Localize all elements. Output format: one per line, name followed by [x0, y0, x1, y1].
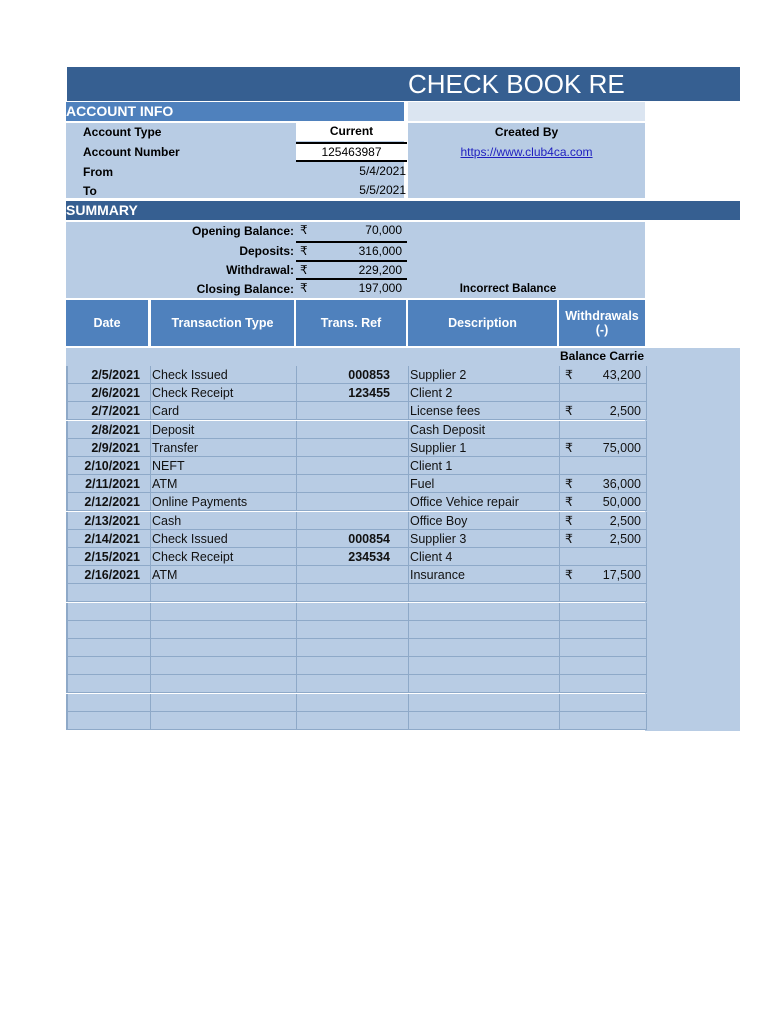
description-cell[interactable]: [409, 384, 560, 402]
type-cell[interactable]: [151, 566, 297, 584]
date-cell[interactable]: [67, 439, 151, 457]
description-cell[interactable]: [409, 366, 560, 384]
type-text: Cash: [152, 513, 182, 528]
type-text: Transfer: [152, 440, 199, 455]
date-text: 2/12/2021: [84, 495, 140, 510]
currency-symbol: ₹: [565, 513, 573, 528]
type-cell[interactable]: [151, 439, 297, 457]
type-text: NEFT: [152, 459, 185, 473]
type-cell[interactable]: [151, 384, 297, 402]
description-cell[interactable]: [409, 421, 560, 439]
withdrawal-amount: 50,000: [602, 495, 641, 510]
table-row[interactable]: [66, 675, 646, 693]
type-text: Check Issued: [152, 531, 228, 546]
withdrawal-cell[interactable]: [560, 657, 647, 675]
table-row[interactable]: [66, 657, 646, 675]
date-cell[interactable]: [67, 493, 151, 511]
description-text: Client 1: [410, 459, 453, 473]
deposits-value: 316,000: [358, 244, 402, 258]
withdrawal-amount: 43,200: [602, 368, 641, 382]
ref-cell[interactable]: [297, 657, 409, 675]
date-cell[interactable]: [67, 548, 151, 566]
withdrawal-cell[interactable]: [560, 366, 647, 384]
description-cell[interactable]: [409, 603, 560, 621]
date-text: 2/16/2021: [84, 568, 140, 583]
summary-heading: SUMMARY: [66, 201, 740, 220]
date-cell[interactable]: [67, 712, 151, 730]
col-header-date[interactable]: Date: [66, 300, 148, 346]
description-text: Office Boy: [410, 513, 468, 528]
type-cell[interactable]: [151, 675, 297, 693]
type-cell[interactable]: [151, 530, 297, 548]
description-cell[interactable]: [409, 584, 560, 602]
account-info-heading: ACCOUNT INFO: [66, 102, 404, 121]
ref-text: 000853: [348, 368, 390, 382]
ref-cell[interactable]: [297, 603, 409, 621]
description-text: Supplier 3: [410, 531, 467, 546]
to-value[interactable]: 5/5/2021: [359, 183, 406, 197]
type-cell[interactable]: [151, 548, 297, 566]
withdrawal-currency: ₹: [300, 263, 308, 277]
withdrawal-cell[interactable]: [560, 548, 647, 566]
withdrawal-cell[interactable]: [560, 475, 647, 493]
date-cell[interactable]: [67, 566, 151, 584]
date-text: 2/7/2021: [91, 404, 140, 419]
description-cell[interactable]: [409, 566, 560, 584]
withdrawal-cell[interactable]: [560, 694, 647, 712]
table-row[interactable]: [66, 384, 646, 402]
description-cell[interactable]: [409, 493, 560, 511]
created-by-label: Created By: [494, 125, 559, 139]
withdrawal-amount: 2,500: [609, 513, 641, 528]
account-type-value[interactable]: Current: [296, 123, 407, 141]
account-info-heading-right: [408, 102, 645, 121]
closing-balance-value: 197,000: [358, 281, 402, 295]
withdrawal-cell[interactable]: [560, 421, 647, 439]
withdrawal-cell[interactable]: [560, 639, 647, 657]
description-cell[interactable]: [409, 439, 560, 457]
ref-cell[interactable]: [297, 566, 409, 584]
type-cell[interactable]: [151, 712, 297, 730]
description-cell[interactable]: [409, 548, 560, 566]
date-cell[interactable]: [67, 639, 151, 657]
ref-cell[interactable]: [297, 421, 409, 439]
ref-cell[interactable]: [297, 639, 409, 657]
type-text: Check Receipt: [152, 550, 234, 564]
currency-symbol: ₹: [565, 368, 573, 382]
col-header-ref[interactable]: Trans. Ref: [296, 300, 406, 346]
closing-currency: ₹: [300, 281, 308, 295]
date-text: 2/5/2021: [91, 368, 140, 382]
table-row[interactable]: [66, 621, 646, 639]
withdrawal-cell[interactable]: [560, 603, 647, 621]
ref-cell[interactable]: [297, 530, 409, 548]
ref-cell[interactable]: [297, 402, 409, 420]
type-text: Deposit: [152, 422, 195, 437]
description-text: Supplier 1: [410, 440, 467, 455]
withdrawal-amount: 2,500: [609, 531, 641, 546]
account-type-label: Account Type: [83, 125, 162, 139]
balance-status: Incorrect Balance: [459, 283, 557, 295]
type-text: ATM: [152, 568, 178, 583]
deposits-underline: [296, 241, 407, 243]
description-cell[interactable]: [409, 639, 560, 657]
ref-cell[interactable]: [297, 621, 409, 639]
table-row[interactable]: [66, 639, 646, 657]
ref-cell[interactable]: [297, 675, 409, 693]
opening-currency: ₹: [300, 223, 308, 237]
date-cell[interactable]: [67, 621, 151, 639]
description-text: Client 2: [410, 386, 453, 401]
type-cell[interactable]: [151, 584, 297, 602]
withdrawal-cell[interactable]: [560, 439, 647, 457]
withdrawal-value: 229,200: [358, 263, 402, 277]
description-cell[interactable]: [409, 402, 560, 420]
withdrawal-amount: 2,500: [609, 404, 641, 419]
created-by-link[interactable]: https://www.club4ca.com: [460, 145, 593, 159]
carried-row: [66, 348, 645, 366]
ref-text: 123455: [348, 386, 390, 401]
description-text: Fuel: [410, 477, 435, 492]
table-row[interactable]: [66, 475, 646, 493]
date-cell[interactable]: [67, 675, 151, 693]
ref-cell[interactable]: [297, 475, 409, 493]
withdrawal-cell[interactable]: [560, 621, 647, 639]
ref-text: 234534: [348, 550, 390, 564]
withdrawal-cell[interactable]: [560, 530, 647, 548]
table-row[interactable]: [66, 512, 646, 530]
ref-cell[interactable]: [297, 366, 409, 384]
col-header-description[interactable]: Description: [408, 300, 557, 346]
withdrawal-amount: 36,000: [602, 477, 641, 492]
withdrawal-cell[interactable]: [560, 675, 647, 693]
description-text: Insurance: [410, 568, 465, 583]
type-text: Online Payments: [152, 495, 248, 510]
account-number-label: Account Number: [83, 145, 180, 159]
table-row[interactable]: [66, 493, 646, 511]
description-cell[interactable]: [409, 657, 560, 675]
ref-cell[interactable]: [297, 712, 409, 730]
description-cell[interactable]: [409, 475, 560, 493]
type-cell[interactable]: [151, 657, 297, 675]
type-cell[interactable]: [151, 639, 297, 657]
description-text: Cash Deposit: [410, 422, 486, 437]
opening-balance-value[interactable]: 70,000: [365, 223, 402, 237]
date-cell[interactable]: [67, 584, 151, 602]
type-text: Check Issued: [152, 368, 228, 382]
type-text: Check Receipt: [152, 386, 234, 401]
withdrawal-cell[interactable]: [560, 493, 647, 511]
withdrawal-cell[interactable]: [560, 712, 647, 730]
table-row[interactable]: [66, 694, 646, 712]
description-text: Supplier 2: [410, 368, 467, 382]
table-row[interactable]: [66, 421, 646, 439]
withdrawal-cell[interactable]: [560, 512, 647, 530]
currency-symbol: ₹: [565, 477, 573, 492]
ref-text: 000854: [348, 531, 390, 546]
withdrawal-cell[interactable]: [560, 584, 647, 602]
date-text: 2/14/2021: [84, 531, 140, 546]
table-row[interactable]: [66, 712, 646, 730]
currency-symbol: ₹: [565, 440, 573, 455]
date-cell[interactable]: [67, 384, 151, 402]
date-cell[interactable]: [67, 512, 151, 530]
date-text: 2/6/2021: [91, 386, 140, 401]
currency-symbol: ₹: [565, 495, 573, 510]
date-cell[interactable]: [67, 457, 151, 475]
to-label: To: [83, 184, 97, 198]
deposits-underline-2: [296, 260, 407, 262]
withdrawal-underline: [296, 278, 407, 280]
type-text: ATM: [152, 477, 178, 492]
table-row[interactable]: [66, 366, 646, 384]
date-text: 2/9/2021: [91, 440, 140, 455]
ref-cell[interactable]: [297, 548, 409, 566]
col-header-type[interactable]: Transaction Type: [151, 300, 294, 346]
date-cell[interactable]: [67, 366, 151, 384]
description-cell[interactable]: [409, 712, 560, 730]
withdrawal-amount: 17,500: [602, 568, 641, 583]
type-cell[interactable]: [151, 366, 297, 384]
table-row[interactable]: [66, 603, 646, 621]
ref-cell[interactable]: [297, 694, 409, 712]
date-text: 2/15/2021: [84, 550, 140, 564]
description-cell[interactable]: [409, 530, 560, 548]
ref-cell[interactable]: [297, 512, 409, 530]
ref-cell[interactable]: [297, 384, 409, 402]
type-cell[interactable]: [151, 493, 297, 511]
table-row[interactable]: [66, 548, 646, 566]
type-cell[interactable]: [151, 603, 297, 621]
account-number-value[interactable]: 125463987: [296, 142, 407, 162]
type-cell[interactable]: [151, 694, 297, 712]
ref-cell[interactable]: [297, 439, 409, 457]
date-cell[interactable]: [67, 402, 151, 420]
type-cell[interactable]: [151, 475, 297, 493]
type-text: Card: [152, 404, 180, 419]
opening-balance-label: Opening Balance:: [191, 224, 294, 238]
description-cell[interactable]: [409, 457, 560, 475]
deposits-label: Deposits:: [239, 244, 294, 258]
from-value[interactable]: 5/4/2021: [359, 164, 406, 178]
description-text: License fees: [410, 404, 481, 419]
description-cell[interactable]: [409, 694, 560, 712]
deposits-currency: ₹: [300, 244, 308, 258]
table-row[interactable]: [66, 439, 646, 457]
description-cell[interactable]: [409, 621, 560, 639]
type-cell[interactable]: [151, 402, 297, 420]
closing-balance-label: Closing Balance:: [196, 282, 294, 296]
description-cell[interactable]: [409, 675, 560, 693]
type-cell[interactable]: [151, 421, 297, 439]
withdrawal-label: Withdrawal:: [226, 263, 294, 277]
description-text: Office Vehice repair: [410, 495, 519, 510]
description-text: Client 4: [410, 550, 453, 564]
date-text: 2/11/2021: [85, 477, 140, 492]
date-cell[interactable]: [67, 657, 151, 675]
withdrawal-cell[interactable]: [560, 457, 647, 475]
date-text: 2/10/2021: [84, 459, 140, 473]
col-header-withdrawals[interactable]: Withdrawals (-): [559, 300, 645, 346]
table-row[interactable]: [66, 584, 646, 602]
date-cell[interactable]: [67, 421, 151, 439]
type-cell[interactable]: [151, 512, 297, 530]
ref-cell[interactable]: [297, 493, 409, 511]
from-label: From: [83, 165, 113, 179]
withdrawal-amount: 75,000: [602, 440, 641, 455]
date-cell[interactable]: [67, 530, 151, 548]
table-row[interactable]: [66, 566, 646, 584]
date-cell[interactable]: [67, 694, 151, 712]
ref-cell[interactable]: [297, 584, 409, 602]
type-cell[interactable]: [151, 457, 297, 475]
table-row[interactable]: [66, 402, 646, 420]
date-text: 2/13/2021: [84, 513, 140, 528]
date-cell[interactable]: [67, 603, 151, 621]
table-side-panel: [645, 348, 740, 731]
currency-symbol: ₹: [565, 404, 573, 419]
date-cell[interactable]: [67, 475, 151, 493]
withdrawal-cell[interactable]: [560, 566, 647, 584]
date-text: 2/8/2021: [91, 422, 140, 437]
currency-symbol: ₹: [565, 531, 573, 546]
table-row[interactable]: [66, 530, 646, 548]
page-title: CHECK BOOK RE: [408, 69, 625, 99]
withdrawal-cell[interactable]: [560, 402, 647, 420]
balance-carried-label: Balance Carrie: [560, 349, 645, 363]
ref-cell[interactable]: [297, 457, 409, 475]
description-cell[interactable]: [409, 512, 560, 530]
currency-symbol: ₹: [565, 568, 573, 583]
table-row[interactable]: [66, 457, 646, 475]
type-cell[interactable]: [151, 621, 297, 639]
withdrawal-cell[interactable]: [560, 384, 647, 402]
